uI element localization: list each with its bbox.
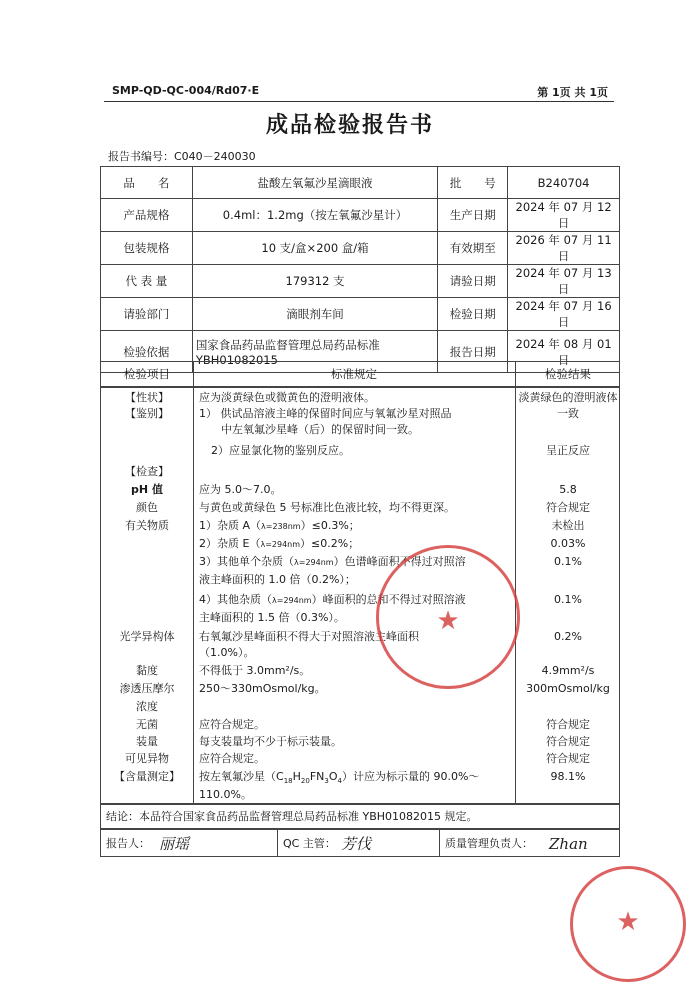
report-date-label: 报告日期 — [438, 331, 508, 373]
std-part: FN — [309, 770, 325, 783]
qm-signature: Zhan — [549, 835, 588, 853]
result-row — [101, 788, 621, 802]
result-row — [101, 700, 621, 714]
result-row — [101, 573, 621, 587]
standard-text: 不得低于 3.0mm²/s。 — [199, 664, 311, 677]
conclusion: 结论：本品符合国家食品药品监督管理总局药品标准 YBH01082015 规定。 — [100, 804, 620, 829]
result-value: 未检出 — [551, 519, 585, 532]
result-row — [101, 501, 621, 515]
header-divider — [104, 101, 614, 102]
result-row — [101, 735, 621, 749]
qty-label: 代 表 量 — [101, 265, 193, 298]
std-part: O — [328, 770, 338, 783]
spec-value: 0.4ml：1.2mg（按左氧氟沙星计） — [192, 199, 437, 232]
info-row — [101, 298, 620, 331]
info-row — [101, 167, 620, 199]
report-number: 报告书编号：C040－240030 — [108, 150, 256, 163]
result-value: 98.1% — [550, 770, 586, 783]
results-header — [100, 361, 620, 387]
pack-label: 包装规格 — [101, 232, 193, 265]
report-date-value: 2024 年 08 月 01 日 — [508, 331, 620, 373]
result-row — [101, 391, 621, 405]
standard-text: 每支装量均不少于标示装量。 — [199, 735, 342, 748]
std-part: H — [292, 770, 301, 783]
result-row — [101, 423, 621, 437]
subscript: 18 — [283, 777, 293, 786]
item-label: 光学异构体 — [119, 630, 175, 643]
result-row — [101, 444, 621, 458]
std-part: 3）其他单个杂质（ — [199, 555, 294, 568]
std-part: ）峰面积的总和不得过对照溶液 — [311, 593, 466, 606]
standard-text: 应符合规定。 — [199, 752, 265, 765]
result-value: 符合规定 — [546, 735, 590, 748]
item-label: pH 值 — [131, 483, 163, 496]
results-body — [100, 387, 620, 804]
qc-label: QC 主管： — [283, 837, 336, 850]
col-divider — [439, 830, 440, 856]
std-part: ）≤0.3%； — [300, 519, 360, 532]
info-row — [101, 232, 620, 265]
expiry-label: 有效期至 — [438, 232, 508, 265]
req-date-label: 请验日期 — [438, 265, 508, 298]
std-part: ）≤0.2%； — [300, 537, 360, 550]
result-row — [101, 537, 621, 551]
col-item-header: 检验项目 — [124, 367, 170, 381]
star-icon: ★ — [616, 907, 640, 937]
result-row — [101, 483, 621, 497]
col-divider — [193, 362, 194, 386]
result-value: 300mOsmol/kg — [526, 682, 610, 695]
reporter-label: 报告人： — [106, 837, 150, 850]
quality-seal — [570, 866, 686, 982]
page-number: 第 1页 共 1页 — [537, 86, 608, 99]
std-part: 4）其他杂质（ — [199, 593, 272, 606]
item-label: 浓度 — [136, 700, 158, 713]
pack-value: 10 支/盒×200 盒/箱 — [192, 232, 437, 265]
std-part: 2）杂质 E（ — [199, 537, 261, 550]
result-value: 一致 — [557, 407, 579, 420]
info-row — [101, 265, 620, 298]
result-row — [101, 630, 621, 644]
result-row — [101, 465, 621, 479]
std-part: 1）杂质 A（ — [199, 519, 262, 532]
wavelength: λ=294nm — [272, 596, 312, 605]
standard-text: 110.0%。 — [199, 788, 252, 801]
reporter-signature: 丽瑶 — [159, 835, 190, 853]
item-label: 【性状】 — [125, 391, 169, 404]
col-divider — [277, 830, 278, 856]
std-part: ）计应为标示量的 90.0%～ — [341, 770, 480, 783]
item-label: 装量 — [136, 735, 158, 748]
item-label: 有关物质 — [125, 519, 169, 532]
standard-text — [199, 770, 515, 788]
batch-label: 批 号 — [438, 167, 508, 199]
subscript: 20 — [300, 777, 310, 786]
doc-code: SMP-QD-QC-004/Rd07·E — [112, 84, 260, 97]
basis-label: 检验依据 — [101, 331, 193, 373]
result-value: 符合规定 — [546, 752, 590, 765]
standard-text: （1.0%）。 — [199, 646, 255, 659]
item-label: 【含量测定】 — [114, 770, 180, 783]
std-part: ）色谱峰面积不得过对照溶 — [333, 555, 466, 568]
item-label: 黏度 — [136, 664, 158, 677]
dept-label: 请验部门 — [101, 298, 193, 331]
info-row — [101, 199, 620, 232]
result-row — [101, 611, 621, 625]
col-standard-header: 标准规定 — [331, 367, 377, 381]
result-value: 5.8 — [559, 483, 577, 496]
result-value: 符合规定 — [546, 718, 590, 731]
qty-value: 179312 支 — [192, 265, 437, 298]
result-row — [101, 593, 621, 607]
result-row — [101, 664, 621, 678]
batch-value: B240704 — [508, 167, 620, 199]
info-table — [100, 166, 620, 373]
standard-text: 中左氧氟沙星峰（后）的保留时间一致。 — [221, 423, 419, 436]
qm-label: 质量管理负责人： — [445, 837, 533, 850]
page-title: 成品检验报告书 — [265, 113, 434, 138]
company-seal — [376, 545, 520, 689]
standard-text: 应为 5.0～7.0。 — [199, 483, 282, 496]
item-label: 【鉴别】 — [125, 407, 169, 420]
expiry-value: 2026 年 07 月 11 日 — [508, 232, 620, 265]
star-icon: ★ — [436, 606, 460, 636]
dept-value: 滴眼剂车间 — [192, 298, 437, 331]
result-row — [101, 770, 621, 784]
result-row — [101, 752, 621, 766]
result-value: 0.1% — [554, 555, 582, 568]
col-result-header: 检验结果 — [545, 367, 591, 381]
result-row — [101, 555, 621, 569]
item-label: 可见异物 — [125, 752, 169, 765]
standard-text: 250～330mOsmol/kg。 — [199, 682, 326, 695]
product-name-label: 品 名 — [101, 167, 193, 199]
basis-line-2: YBH01082015 — [195, 352, 278, 367]
standard-text: 应符合规定。 — [199, 718, 265, 731]
item-label: 无菌 — [136, 718, 158, 731]
product-name: 盐酸左氧氟沙星滴眼液 — [192, 167, 437, 199]
signature-row — [100, 829, 620, 857]
result-value: 0.03% — [550, 537, 586, 550]
wavelength: λ=294nm — [260, 540, 301, 549]
result-value: 符合规定 — [546, 501, 590, 514]
standard-text: 与黄色或黄绿色 5 号标准比色液比较，均不得更深。 — [199, 501, 455, 514]
subscript: 3 — [324, 777, 329, 786]
std-part: 按左氧氟沙星（C — [199, 770, 284, 783]
col-divider — [515, 362, 516, 386]
result-row — [101, 646, 621, 660]
result-row — [101, 407, 621, 421]
standard-text: 右氧氟沙星峰面积不得大于对照溶液主峰面积 — [199, 630, 419, 643]
result-row — [101, 682, 621, 696]
qc-signature: 芳伐 — [341, 835, 372, 853]
result-value: 0.1% — [554, 593, 582, 606]
test-date-value: 2024 年 07 月 16 日 — [508, 298, 620, 331]
standard-text: 应为淡黄绿色或微黄色的澄明液体。 — [199, 391, 375, 404]
document-header — [112, 84, 608, 97]
result-value: 淡黄绿色的澄明液体 — [518, 391, 618, 404]
wavelength: λ=238nm — [261, 522, 301, 531]
req-date-value: 2024 年 07 月 13 日 — [508, 265, 620, 298]
result-value: 呈正反应 — [546, 444, 590, 457]
standard-text: 1） 供试品溶液主峰的保留时间应与氧氟沙星对照品 — [199, 407, 452, 420]
basis-line-1: 国家食品药品监督管理总局药品标准 — [195, 337, 380, 352]
item-label: 颜色 — [136, 501, 158, 514]
standard-text: 2）应显氯化物的鉴别反应。 — [211, 444, 350, 457]
item-label: 渗透压摩尔 — [119, 682, 175, 695]
result-value: 4.9mm²/s — [541, 664, 595, 677]
prod-date-value: 2024 年 07 月 12 日 — [508, 199, 620, 232]
item-label: 【检查】 — [125, 465, 169, 478]
standard-text — [199, 519, 515, 534]
standard-text: 主峰面积的 1.5 倍（0.3%）。 — [199, 611, 345, 624]
result-row — [101, 519, 621, 533]
subscript: 4 — [337, 777, 342, 786]
prod-date-label: 生产日期 — [438, 199, 508, 232]
result-value: 0.2% — [554, 630, 582, 643]
spec-label: 产品规格 — [101, 199, 193, 232]
test-date-label: 检验日期 — [438, 298, 508, 331]
wavelength: λ=294nm — [294, 558, 334, 567]
standard-text: 液主峰面积的 1.0 倍（0.2%）； — [199, 573, 356, 586]
result-row — [101, 718, 621, 732]
